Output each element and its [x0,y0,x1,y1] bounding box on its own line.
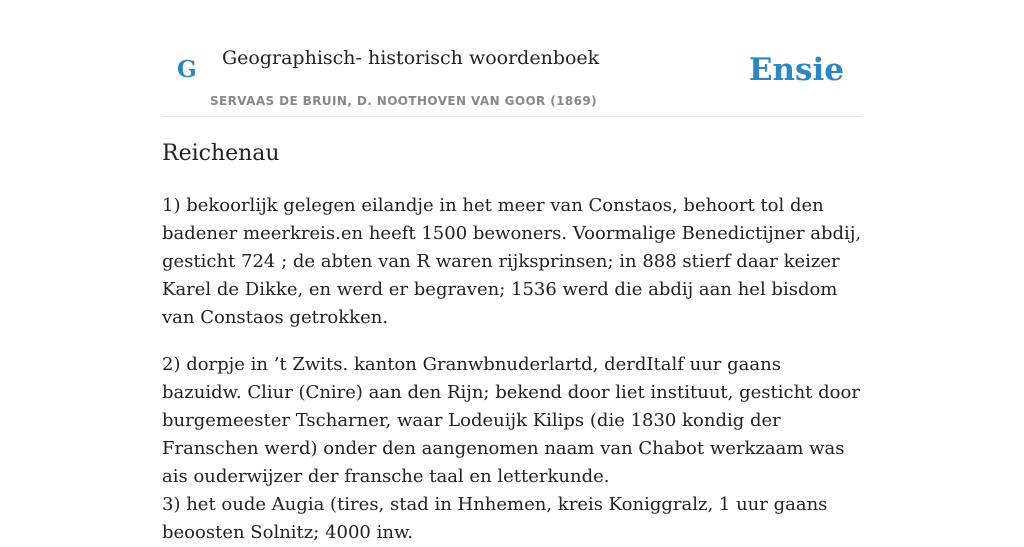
entry-paragraph: 1) bekoorlijk gelegen eilandje in het meer van Constaos, behoort tol den badener meerkreis.en heeft 1500 bewoners. Voormalige Benedictijner abdij, gesticht 724 ; de abten van R waren rijksprinsen; in 888 stierf daar keizer Karel de Dikke, en werd er begraven; 1536 werd die abdij aan hel bisdom van Constaos getrokken. [162,195,862,328]
entry-paragraph: 3) het oude Augia (tires, stad in Hnhemen, kreis Koniggralz, 1 uur gaans beoosten Solnitz; 4000 inw. [162,494,828,543]
entry-body [162,192,862,547]
entry-title: Reichenau [162,141,280,166]
dictionary-title-link[interactable]: Geographisch- historisch woordenboek [222,47,600,69]
ensie-logo-link[interactable]: Ensie [748,52,844,88]
dictionary-author: SERVAAS DE BRUIN, D. NOOTHOVEN VAN GOOR (1869) [210,94,598,108]
letter-index-link[interactable]: G [177,56,197,83]
dictionary-header [162,0,862,117]
entry-paragraph: 2) dorpje in ’t Zwits. kanton Granwbnuderlartd, derdItalf uur gaans bazuidw. Cliur (Cnire) aan den Rijn; bekend door liet instituut, gesticht door burgemeester Tscharner, waar Lodeuijk Kilips (die 1830 kondig der Franschen werd) onder den aangenomen naam van Chabot werkzaam was ais ouderwijzer der fransche taal en letterkunde. [162,354,860,487]
